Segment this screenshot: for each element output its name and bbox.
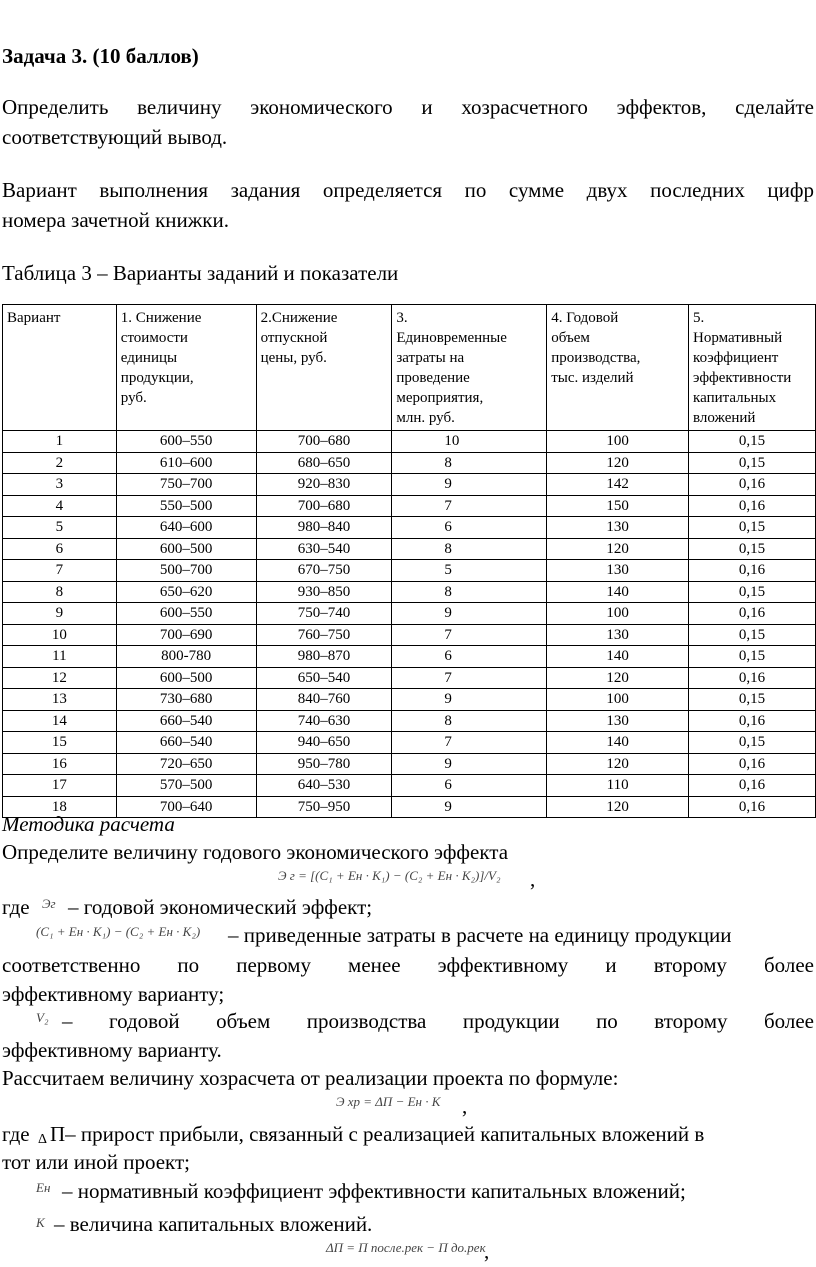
table-cell: 7 bbox=[392, 624, 547, 646]
table-cell: 660–540 bbox=[116, 710, 256, 732]
method-heading: Методика расчета bbox=[2, 812, 175, 836]
header-line: Нормативный bbox=[693, 330, 783, 346]
table-cell: 980–840 bbox=[256, 517, 392, 539]
table-cell: 920–830 bbox=[256, 474, 392, 496]
header-line: Вариант bbox=[7, 310, 61, 326]
table-cell: 100 bbox=[547, 603, 689, 625]
table-cell: 0,16 bbox=[689, 560, 816, 582]
table-cell: 0,15 bbox=[689, 732, 816, 754]
table-cell: 720–650 bbox=[116, 753, 256, 775]
table-cell: 140 bbox=[547, 581, 689, 603]
header-line: тыс. изделий bbox=[551, 370, 634, 386]
table-cell: 930–850 bbox=[256, 581, 392, 603]
formula-profit-increase: ΔП = П после.рек − П до.рек bbox=[326, 1240, 486, 1255]
table-cell: 10 bbox=[3, 624, 117, 646]
table-cell: 130 bbox=[547, 710, 689, 732]
header-line: стоимости bbox=[120, 330, 188, 346]
table-row bbox=[3, 646, 816, 668]
table-cell: 4 bbox=[3, 495, 117, 517]
table-cell: 7 bbox=[392, 667, 547, 689]
header-line: единицы bbox=[120, 350, 178, 366]
table-cell: 140 bbox=[547, 732, 689, 754]
table-cell: 9 bbox=[3, 603, 117, 625]
table-cell: 0,16 bbox=[689, 495, 816, 517]
table-cell: 2 bbox=[3, 452, 117, 474]
header-line: эффективности bbox=[693, 370, 792, 386]
table-cell: 0,16 bbox=[689, 753, 816, 775]
table-cell: 17 bbox=[3, 775, 117, 797]
table-row bbox=[3, 710, 816, 732]
table-caption: Таблица 3 – Варианты заданий и показатели bbox=[2, 261, 399, 285]
where-4-delta: Δ bbox=[38, 1132, 48, 1147]
table-cell: 0,15 bbox=[689, 689, 816, 711]
where-3-text: – годовой объем производства продукции по второму более bbox=[62, 1009, 814, 1033]
table-cell: 5 bbox=[392, 560, 547, 582]
header-cell bbox=[3, 305, 117, 431]
table-cell: 6 bbox=[392, 775, 547, 797]
table-cell: 9 bbox=[392, 689, 547, 711]
table-cell: 140 bbox=[547, 646, 689, 668]
table-cell: 6 bbox=[3, 538, 117, 560]
table-cell: 950–780 bbox=[256, 753, 392, 775]
table-cell: 10 bbox=[392, 431, 547, 453]
table-cell: 680–650 bbox=[256, 452, 392, 474]
where-5-symbol: Eн bbox=[36, 1180, 51, 1195]
table-cell: 18 bbox=[3, 796, 117, 818]
table-cell: 750–950 bbox=[256, 796, 392, 818]
table-cell: 8 bbox=[3, 581, 117, 603]
table-cell: 13 bbox=[3, 689, 117, 711]
table-cell: 0,16 bbox=[689, 796, 816, 818]
where-5-text: – нормативный коэффициент эффективности капитальных вложений; bbox=[62, 1179, 686, 1203]
header-line: 5. bbox=[693, 310, 705, 326]
table-cell: 8 bbox=[392, 710, 547, 732]
table-cell: 0,16 bbox=[689, 775, 816, 797]
table-cell: 750–700 bbox=[116, 474, 256, 496]
table-row bbox=[3, 517, 816, 539]
table-cell: 11 bbox=[3, 646, 117, 668]
table-row bbox=[3, 452, 816, 474]
header-line: отпускной bbox=[260, 330, 328, 346]
table-cell: 670–750 bbox=[256, 560, 392, 582]
table-cell: 700–680 bbox=[256, 431, 392, 453]
table-cell: 640–600 bbox=[116, 517, 256, 539]
header-line: цены, руб. bbox=[260, 350, 327, 366]
table-cell: 6 bbox=[392, 646, 547, 668]
table-row bbox=[3, 624, 816, 646]
table-cell: 630–540 bbox=[256, 538, 392, 560]
formula-hozraschet: Э хр = ΔП − Eн · K bbox=[336, 1094, 441, 1109]
table-cell: 740–630 bbox=[256, 710, 392, 732]
table-row bbox=[3, 732, 816, 754]
table-cell: 650–540 bbox=[256, 667, 392, 689]
table-cell: 0,15 bbox=[689, 624, 816, 646]
table-cell: 130 bbox=[547, 517, 689, 539]
table-cell: 500–700 bbox=[116, 560, 256, 582]
table-cell: 600–550 bbox=[116, 431, 256, 453]
table-cell: 750–740 bbox=[256, 603, 392, 625]
header-line: продукции, bbox=[120, 370, 194, 386]
where-4-pre: где bbox=[2, 1122, 30, 1146]
table-cell: 940–650 bbox=[256, 732, 392, 754]
header-line: 2.Снижение bbox=[260, 310, 338, 326]
intro-line-4: номера зачетной книжки. bbox=[2, 208, 229, 232]
table-row bbox=[3, 689, 816, 711]
table-row bbox=[3, 495, 816, 517]
table-cell: 730–680 bbox=[116, 689, 256, 711]
variants-table bbox=[2, 304, 816, 818]
table-cell: 120 bbox=[547, 538, 689, 560]
table-row bbox=[3, 603, 816, 625]
header-line: руб. bbox=[120, 390, 147, 406]
formula-3-comma: , bbox=[484, 1239, 490, 1263]
table-cell: 0,15 bbox=[689, 452, 816, 474]
header-cell bbox=[689, 305, 816, 431]
where-4-text: П– прирост прибыли, связанный с реализацией капитальных вложений в bbox=[50, 1122, 705, 1146]
formula-2-comma: , bbox=[462, 1094, 468, 1118]
header-line: 1. Снижение bbox=[120, 310, 202, 326]
table-row bbox=[3, 474, 816, 496]
table-cell: 12 bbox=[3, 667, 117, 689]
where-6-symbol: K bbox=[36, 1215, 45, 1230]
table-row bbox=[3, 538, 816, 560]
table-cell: 15 bbox=[3, 732, 117, 754]
where-1-text: – годовой экономический эффект; bbox=[68, 895, 373, 919]
table-cell: 8 bbox=[392, 538, 547, 560]
table-cell: 100 bbox=[547, 689, 689, 711]
table-cell: 142 bbox=[547, 474, 689, 496]
table-cell: 0,15 bbox=[689, 431, 816, 453]
table-cell: 5 bbox=[3, 517, 117, 539]
table-cell: 0,16 bbox=[689, 603, 816, 625]
table-cell: 600–550 bbox=[116, 603, 256, 625]
table-cell: 0,15 bbox=[689, 538, 816, 560]
header-line: 3. bbox=[396, 310, 408, 326]
task-title: Задача 3. (10 баллов) bbox=[2, 44, 199, 68]
table-cell: 130 bbox=[547, 624, 689, 646]
header-line: вложений bbox=[693, 410, 756, 426]
header-line: производства, bbox=[551, 350, 641, 366]
table-cell: 110 bbox=[547, 775, 689, 797]
table-cell: 100 bbox=[547, 431, 689, 453]
table-header-row bbox=[3, 305, 816, 431]
table-row bbox=[3, 753, 816, 775]
where-3-symbol: V₂ bbox=[36, 1010, 49, 1025]
table-cell: 150 bbox=[547, 495, 689, 517]
table-cell: 7 bbox=[392, 495, 547, 517]
header-line: проведение bbox=[396, 370, 470, 386]
table-cell: 700–690 bbox=[116, 624, 256, 646]
table-cell: 130 bbox=[547, 560, 689, 582]
table-row bbox=[3, 775, 816, 797]
table-cell: 9 bbox=[392, 603, 547, 625]
where-1-symbol: Эг bbox=[42, 896, 56, 911]
table-cell: 0,16 bbox=[689, 667, 816, 689]
formula-economic-effect: Э г = [(C₁ + Eн · K₁) − (C₂ + Eн · K₂)]/V₂ bbox=[278, 868, 501, 883]
table-cell: 120 bbox=[547, 796, 689, 818]
table-row bbox=[3, 560, 816, 582]
table-cell: 700–640 bbox=[116, 796, 256, 818]
intro-line-3: Вариант выполнения задания определяется по сумме двух последних цифр bbox=[2, 178, 814, 202]
table-cell: 7 bbox=[3, 560, 117, 582]
where-1-pre: где bbox=[2, 895, 30, 919]
table-cell: 0,16 bbox=[689, 474, 816, 496]
table-cell: 9 bbox=[392, 753, 547, 775]
table-cell: 9 bbox=[392, 474, 547, 496]
table-cell: 8 bbox=[392, 581, 547, 603]
table-cell: 6 bbox=[392, 517, 547, 539]
table-cell: 120 bbox=[547, 667, 689, 689]
table-cell: 600–500 bbox=[116, 667, 256, 689]
table-cell: 120 bbox=[547, 452, 689, 474]
table-cell: 600–500 bbox=[116, 538, 256, 560]
header-line: капитальных bbox=[693, 390, 777, 406]
method-line-1: Определите величину годового экономического эффекта bbox=[2, 840, 509, 864]
table-cell: 550–500 bbox=[116, 495, 256, 517]
header-cell bbox=[547, 305, 689, 431]
where-2-line-2: соответственно по первому менее эффективному и второму более bbox=[2, 953, 814, 977]
where-2-line-3: эффективному варианту; bbox=[2, 982, 225, 1006]
method-line-2: Рассчитаем величину хозрасчета от реализации проекта по формуле: bbox=[2, 1066, 619, 1090]
table-cell: 700–680 bbox=[256, 495, 392, 517]
intro-line-1: Определить величину экономического и хозрасчетного эффектов, сделайте bbox=[2, 95, 814, 119]
table-row bbox=[3, 667, 816, 689]
header-line: млн. руб. bbox=[396, 410, 455, 426]
table-cell: 0,16 bbox=[689, 710, 816, 732]
table-cell: 0,15 bbox=[689, 646, 816, 668]
table-cell: 660–540 bbox=[116, 732, 256, 754]
table-cell: 9 bbox=[392, 796, 547, 818]
table-cell: 640–530 bbox=[256, 775, 392, 797]
table-cell: 0,15 bbox=[689, 581, 816, 603]
table-body bbox=[3, 431, 816, 818]
header-line: объем bbox=[551, 330, 590, 346]
table-cell: 16 bbox=[3, 753, 117, 775]
table-row bbox=[3, 431, 816, 453]
table-row bbox=[3, 581, 816, 603]
table-cell: 840–760 bbox=[256, 689, 392, 711]
header-line: Единовременные bbox=[396, 330, 507, 346]
table-cell: 120 bbox=[547, 753, 689, 775]
formula-1-comma: , bbox=[530, 867, 536, 891]
where-6-text: – величина капитальных вложений. bbox=[54, 1212, 373, 1236]
where-4-line-2: тот или иной проект; bbox=[2, 1150, 190, 1174]
table-cell: 800-780 bbox=[116, 646, 256, 668]
table-cell: 650–620 bbox=[116, 581, 256, 603]
header-cell bbox=[116, 305, 256, 431]
table-cell: 0,15 bbox=[689, 517, 816, 539]
where-3-line-2: эффективному варианту. bbox=[2, 1038, 222, 1062]
table-cell: 14 bbox=[3, 710, 117, 732]
header-line: затраты на bbox=[396, 350, 465, 366]
header-line: коэффициент bbox=[693, 350, 779, 366]
table-cell: 3 bbox=[3, 474, 117, 496]
table-cell: 570–500 bbox=[116, 775, 256, 797]
table-cell: 610–600 bbox=[116, 452, 256, 474]
header-cell bbox=[392, 305, 547, 431]
header-line: мероприятия, bbox=[396, 390, 484, 406]
header-line: 4. Годовой bbox=[551, 310, 619, 326]
table-cell: 760–750 bbox=[256, 624, 392, 646]
where-2-text: – приведенные затраты в расчете на единицу продукции bbox=[228, 923, 732, 947]
table-cell: 980–870 bbox=[256, 646, 392, 668]
table-cell: 8 bbox=[392, 452, 547, 474]
intro-line-2: соответствующий вывод. bbox=[2, 125, 228, 149]
table-cell: 7 bbox=[392, 732, 547, 754]
header-cell bbox=[256, 305, 392, 431]
table-cell: 1 bbox=[3, 431, 117, 453]
where-2-symbol: (C₁ + Eн · K₁) − (C₂ + Eн · K₂) bbox=[36, 924, 201, 939]
